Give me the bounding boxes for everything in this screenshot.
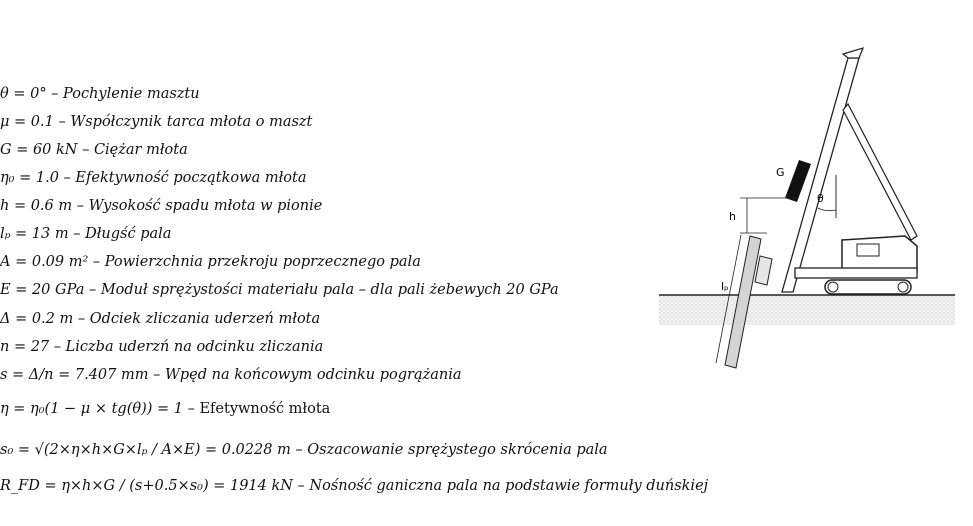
formula-expr: θ = 0°: [0, 86, 47, 102]
pile-driver-diagram: [655, 40, 955, 380]
formula-expr: h = 0.6 m: [0, 198, 73, 214]
formula-line: η = η₀(1 − μ × tg(θ)) = 1 – Efetywność młota: [0, 401, 331, 417]
mast-brace: [843, 104, 917, 240]
formula-desc: Moduł sprężystości materiału pala – dla pali żebewych 20 GPa: [100, 282, 559, 298]
mast-top: [843, 48, 863, 58]
formula-line: n = 27 – Liczba uderzń na odcinku zliczania: [0, 339, 324, 355]
formula-expr: G = 60 kN: [0, 142, 78, 158]
label-h: h: [729, 210, 736, 223]
formula-expr: n = 27: [0, 339, 50, 355]
formula-line: A = 0.09 m² – Powierzchnia przekroju poprzecznego pala: [0, 254, 421, 270]
cab-window: [857, 244, 879, 256]
formula-line: Δ = 0.2 m – Odciek zliczania uderzeń młota: [0, 311, 321, 327]
formula-desc: Odciek zliczania uderzeń młota: [89, 311, 321, 327]
formula-desc: Oszacowanie sprężystego skrócenia pala: [307, 442, 608, 458]
pile-cap: [755, 256, 772, 285]
formula-expr: Δ = 0.2 m: [0, 311, 74, 327]
formula-expr: E = 20 GPa: [0, 282, 85, 298]
formula-expr: η₀ = 1.0: [0, 170, 59, 186]
soil-region: [659, 295, 955, 325]
formula-line: s₀ = √(2×η×h×G×lₚ / A×E) = 0.0228 m – Oszacowanie sprężystego skrócenia pala: [0, 442, 608, 458]
formula-expr: s = Δ/n = 7.407 mm: [0, 367, 149, 383]
pile-driver-figure: [655, 40, 955, 380]
formula-desc: Długść pala: [85, 226, 172, 242]
formula-expr: A = 0.09 m²: [0, 254, 89, 270]
label-theta: θ: [817, 192, 824, 205]
formula-desc: Powierzchnia przekroju poprzecznego pala: [104, 254, 421, 270]
formula-line: μ = 0.1 – Współczynik tarca młota o maszt: [0, 114, 313, 130]
formula-desc: Nośność ganiczna pala na podstawie formuły duńskiej: [309, 478, 709, 494]
formula-line: lₚ = 13 m – Długść pala: [0, 226, 172, 242]
formula-desc: Wysokość spadu młota w pionie: [88, 198, 323, 214]
hammer-block: [785, 160, 811, 202]
formula-line: R_FD = η×h×G / (s+0.5×s₀) = 1914 kN – Nośność ganiczna pala na podstawie formuły duńskiej: [0, 478, 709, 494]
formula-line: θ = 0° – Pochylenie masztu: [0, 86, 200, 102]
formula-desc: Pochylenie masztu: [63, 86, 200, 102]
formula-line: E = 20 GPa – Moduł sprężystości materiału pala – dla pali żebewych 20 GPa: [0, 282, 559, 298]
formula-line: η₀ = 1.0 – Efektywność początkowa młota: [0, 170, 307, 186]
formula-desc: Ciężar młota: [93, 142, 188, 158]
theta-arc: [818, 208, 836, 211]
machine-deck: [795, 268, 917, 278]
formula-line: G = 60 kN – Ciężar młota: [0, 142, 188, 158]
formula-desc: Wpęd na końcowym odcinku pogrążania: [164, 367, 462, 383]
formula-line: h = 0.6 m – Wysokość spadu młota w pionie: [0, 198, 323, 214]
formula-desc: Liczba uderzń na odcinku zliczania: [65, 339, 324, 355]
formula-expr: μ = 0.1: [0, 114, 54, 130]
formula-line: s = Δ/n = 7.407 mm – Wpęd na końcowym odcinku pogrążania: [0, 367, 462, 383]
formula-desc: Współczynik tarca młota o maszt: [70, 114, 313, 130]
formula-expr: s₀ = √(2×η×h×G×lₚ / A×E) = 0.0228 m: [0, 442, 291, 458]
label-lp: lₚ: [721, 280, 729, 293]
formula-desc: Efetywność młota: [199, 401, 331, 417]
label-g: G: [776, 166, 785, 179]
formula-expr: η = η₀(1 − μ × tg(θ)) = 1: [0, 401, 183, 417]
formula-expr: R_FD = η×h×G / (s+0.5×s₀) = 1914 kN: [0, 478, 293, 494]
formula-expr: lₚ = 13 m: [0, 226, 69, 242]
formula-desc: Efektywność początkowa młota: [75, 170, 307, 186]
track-wheel: [828, 282, 838, 292]
track-wheel: [898, 282, 908, 292]
